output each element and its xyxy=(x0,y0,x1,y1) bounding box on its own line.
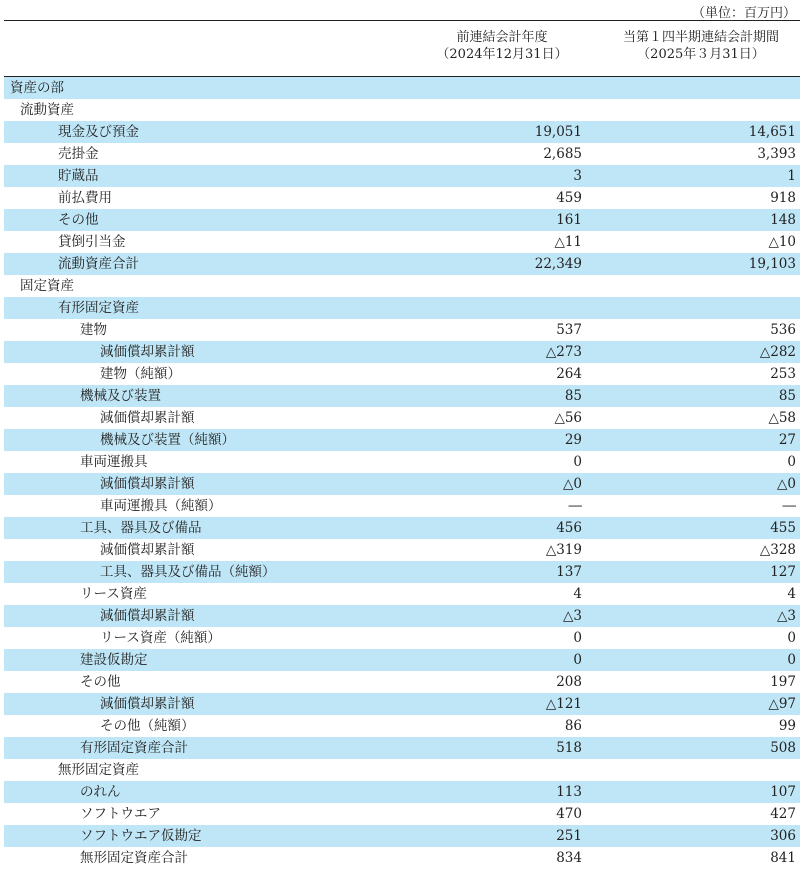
value-prior-period: 161 xyxy=(556,212,582,228)
value-current-period: △58 xyxy=(768,410,796,426)
row-label: 現金及び預金 xyxy=(58,124,139,140)
table-row xyxy=(4,825,800,847)
value-current-period: △10 xyxy=(768,234,796,250)
row-label: その他 xyxy=(58,212,99,228)
table-row xyxy=(4,517,800,539)
value-current-period: 4 xyxy=(787,586,796,602)
row-label: 機械及び装置 xyxy=(80,388,161,404)
value-prior-period: 456 xyxy=(556,520,582,536)
value-current-period: 841 xyxy=(770,850,796,866)
value-current-period: △97 xyxy=(768,696,796,712)
value-current-period: 918 xyxy=(770,190,796,206)
row-label: 資産の部 xyxy=(10,80,64,96)
value-current-period: 85 xyxy=(778,388,796,404)
value-prior-period: 85 xyxy=(564,388,582,404)
table-row xyxy=(4,781,800,803)
value-current-period: 14,651 xyxy=(748,124,796,140)
row-label: 機械及び装置（純額） xyxy=(100,432,235,448)
row-label: 減価償却累計額 xyxy=(100,344,195,360)
column-header-prior xyxy=(404,29,600,63)
column-header-current xyxy=(602,29,800,63)
value-prior-period: 0 xyxy=(573,454,582,470)
table-row xyxy=(4,121,800,143)
table-row xyxy=(4,583,800,605)
value-current-period: 508 xyxy=(770,740,796,756)
table-row xyxy=(4,253,800,275)
value-current-period: 148 xyxy=(770,212,796,228)
row-label: 有形固定資産合計 xyxy=(80,740,188,756)
row-label: 建物 xyxy=(80,322,107,338)
value-prior-period: 2,685 xyxy=(543,146,582,162)
value-current-period: 3,393 xyxy=(757,146,796,162)
row-label: ソフトウエア仮勘定 xyxy=(80,828,202,844)
value-current-period: △282 xyxy=(759,344,796,360)
value-current-period: 0 xyxy=(787,454,796,470)
column-title: 前連結会計年度 xyxy=(456,30,548,45)
value-current-period: 19,103 xyxy=(748,256,796,272)
value-prior-period: ― xyxy=(568,498,582,514)
value-current-period: 536 xyxy=(770,322,796,338)
value-current-period: 27 xyxy=(778,432,796,448)
value-prior-period: 4 xyxy=(573,586,582,602)
value-prior-period: △319 xyxy=(545,542,582,558)
value-prior-period: △0 xyxy=(563,476,582,492)
value-prior-period: 0 xyxy=(573,630,582,646)
table-row xyxy=(4,715,800,737)
row-label: 工具、器具及び備品（純額） xyxy=(100,564,276,580)
value-prior-period: 86 xyxy=(564,718,582,734)
value-current-period: 197 xyxy=(770,674,796,690)
value-current-period: 0 xyxy=(787,630,796,646)
value-current-period: 1 xyxy=(787,168,796,184)
row-label: 貯蔵品 xyxy=(58,168,99,184)
row-label: 有形固定資産 xyxy=(58,300,139,316)
table-row xyxy=(4,561,800,583)
table-row xyxy=(4,693,800,715)
table-row xyxy=(4,231,800,253)
table-row xyxy=(4,451,800,473)
row-label: 固定資産 xyxy=(20,278,74,294)
table-row xyxy=(4,539,800,561)
value-prior-period: 264 xyxy=(556,366,582,382)
value-current-period: 107 xyxy=(770,784,796,800)
row-label: 減価償却累計額 xyxy=(100,696,195,712)
table-row xyxy=(4,297,800,319)
row-label: 減価償却累計額 xyxy=(100,608,195,624)
row-label: 建物（純額） xyxy=(100,366,181,382)
value-prior-period: 518 xyxy=(556,740,582,756)
column-date: （2025年３月31日） xyxy=(637,47,765,62)
balance-sheet-table xyxy=(4,76,800,869)
row-label: 流動資産合計 xyxy=(58,256,139,272)
table-row xyxy=(4,847,800,869)
table-row xyxy=(4,627,800,649)
row-label: 車両運搬具 xyxy=(80,454,148,470)
table-row xyxy=(4,759,800,781)
row-label: のれん xyxy=(80,784,121,800)
table-row xyxy=(4,671,800,693)
table-row xyxy=(4,187,800,209)
row-label: ソフトウエア xyxy=(80,806,161,822)
value-current-period: 253 xyxy=(770,366,796,382)
table-row xyxy=(4,737,800,759)
value-prior-period: 537 xyxy=(556,322,582,338)
row-label: その他 xyxy=(80,674,121,690)
table-row xyxy=(4,275,800,297)
value-current-period: △3 xyxy=(777,608,796,624)
value-prior-period: 470 xyxy=(556,806,582,822)
value-current-period: △328 xyxy=(759,542,796,558)
table-row xyxy=(4,99,800,121)
value-prior-period: 137 xyxy=(556,564,582,580)
table-row xyxy=(4,319,800,341)
value-prior-period: △56 xyxy=(554,410,582,426)
row-label: 前払費用 xyxy=(58,190,112,206)
row-label: その他（純額） xyxy=(100,718,195,734)
table-row xyxy=(4,165,800,187)
value-prior-period: △11 xyxy=(554,234,582,250)
row-label: リース資産 xyxy=(80,586,147,602)
value-prior-period: 113 xyxy=(556,784,582,800)
row-label: 減価償却累計額 xyxy=(100,476,195,492)
value-prior-period: 29 xyxy=(564,432,582,448)
value-prior-period: 208 xyxy=(556,674,582,690)
column-title: 当第１四半期連結会計期間 xyxy=(622,30,779,45)
row-label: リース資産（純額） xyxy=(100,630,221,646)
value-current-period: 455 xyxy=(770,520,796,536)
table-row xyxy=(4,473,800,495)
unit-label: （単位：百万円） xyxy=(691,6,796,21)
row-label: 工具、器具及び備品 xyxy=(80,520,202,536)
value-current-period: 99 xyxy=(778,718,796,734)
column-date: （2024年12月31日） xyxy=(436,47,568,62)
value-current-period: 127 xyxy=(770,564,796,580)
row-label: 減価償却累計額 xyxy=(100,542,195,558)
table-row xyxy=(4,803,800,825)
row-label: 売掛金 xyxy=(58,146,99,162)
row-label: 建設仮勘定 xyxy=(80,652,148,668)
table-row xyxy=(4,77,800,99)
table-row xyxy=(4,143,800,165)
row-label: 無形固定資産 xyxy=(58,762,139,778)
value-prior-period: 19,051 xyxy=(534,124,582,140)
table-row xyxy=(4,429,800,451)
value-current-period: 0 xyxy=(787,652,796,668)
table-row xyxy=(4,407,800,429)
table-row xyxy=(4,649,800,671)
table-row xyxy=(4,605,800,627)
value-prior-period: 0 xyxy=(573,652,582,668)
table-row xyxy=(4,209,800,231)
row-label: 貸倒引当金 xyxy=(58,234,126,250)
value-prior-period: 251 xyxy=(556,828,582,844)
value-prior-period: △121 xyxy=(545,696,582,712)
row-label: 流動資産 xyxy=(20,102,74,118)
value-prior-period: 3 xyxy=(573,168,582,184)
table-row xyxy=(4,385,800,407)
value-current-period: 306 xyxy=(770,828,796,844)
row-label: 減価償却累計額 xyxy=(100,410,195,426)
value-prior-period: 459 xyxy=(556,190,582,206)
value-prior-period: △3 xyxy=(563,608,582,624)
value-current-period: △0 xyxy=(777,476,796,492)
table-row xyxy=(4,363,800,385)
table-header xyxy=(4,20,800,77)
value-current-period: 427 xyxy=(770,806,796,822)
table-row xyxy=(4,341,800,363)
value-prior-period: △273 xyxy=(545,344,582,360)
value-current-period: ― xyxy=(782,498,796,514)
value-prior-period: 834 xyxy=(556,850,582,866)
row-label: 車両運搬具（純額） xyxy=(100,498,222,514)
table-row xyxy=(4,495,800,517)
row-label: 無形固定資産合計 xyxy=(80,850,188,866)
value-prior-period: 22,349 xyxy=(534,256,582,272)
